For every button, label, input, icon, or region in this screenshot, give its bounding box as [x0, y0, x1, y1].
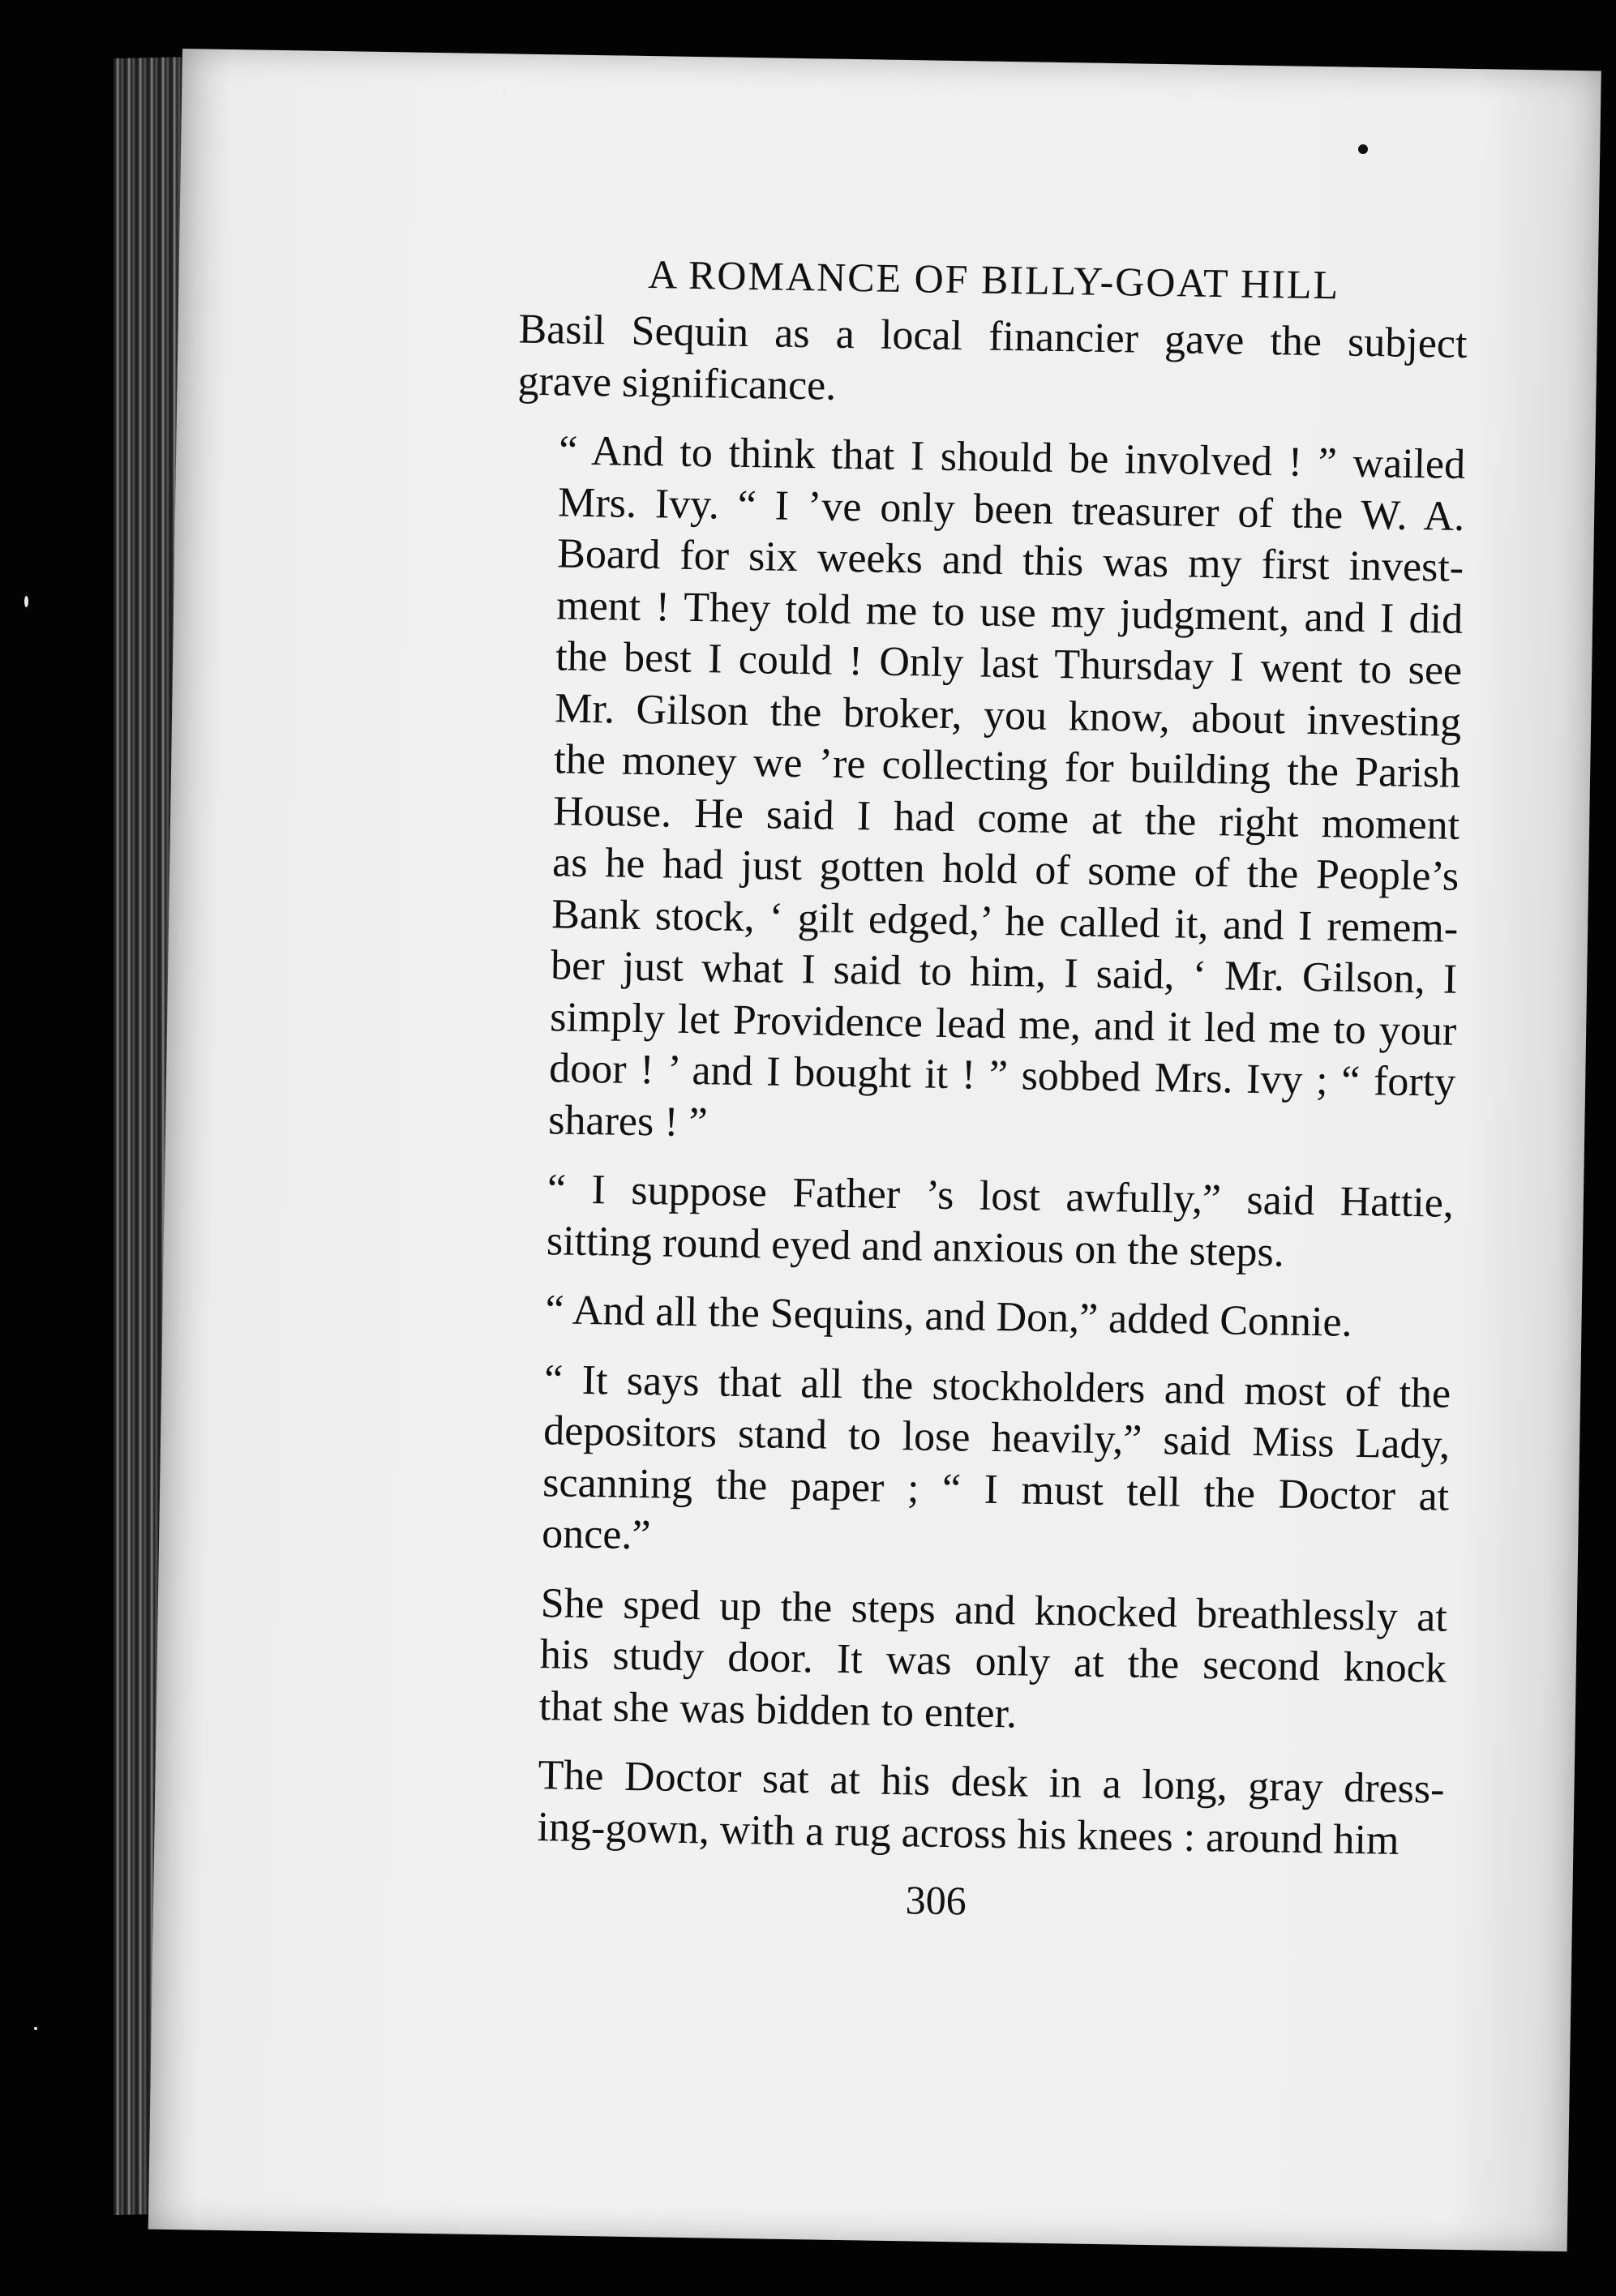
text-line: Board for six weeks and this was my first invest-	[556, 530, 1464, 591]
scan-speck	[503, 89, 506, 92]
text-line: the money we ’re collecting for building the Parish	[553, 736, 1461, 797]
text-line: grave significance.	[517, 358, 837, 409]
text-line: ing-gown, with a rug across his knees : around him	[537, 1803, 1400, 1864]
text-line: She sped up the steps and knocked breathlessly at	[540, 1579, 1448, 1641]
paragraph	[504, 1163, 1454, 1280]
text-line: “ And to think that I should be involved ! ” wailed	[558, 427, 1466, 488]
scan-speck	[1358, 144, 1368, 154]
text-line: The Doctor sat at his desk in a long, gray dress-	[538, 1752, 1445, 1813]
text-line: that she was bidden to enter.	[538, 1682, 1018, 1737]
running-head: A ROMANCE OF BILLY-GOAT HILL	[647, 251, 1340, 308]
text-line: “ I suppose Father ’s lost awfully,” said Hattie,	[547, 1166, 1455, 1227]
page-text-block	[494, 249, 1468, 1932]
page-number: 306	[905, 1877, 967, 1924]
text-line: the best I could ! Only last Thursday I went to see	[555, 633, 1463, 694]
book-page	[148, 49, 1601, 2251]
paragraph	[495, 1749, 1445, 1866]
text-line: as he had just gotten hold of some of the People’s	[551, 839, 1460, 900]
text-line: ment ! They told me to use my judgment, and I did	[555, 581, 1464, 643]
text-line: once.”	[541, 1510, 651, 1559]
text-line: Basil Sequin as a local financier gave the subject	[518, 306, 1468, 367]
text-line: ber just what I said to him, I said, ‘ Mr. Gilson, I	[550, 942, 1458, 1003]
text-line: his study door. It was only at the second knock	[539, 1631, 1447, 1692]
text-line: Mr. Gilson the broker, you know, about investing	[554, 684, 1462, 746]
text-line: “ It says that all the stockholders and most of the	[543, 1356, 1451, 1417]
body-text	[495, 304, 1468, 1867]
text-line: shares ! ”	[547, 1096, 709, 1146]
text-line: sitting round eyed and anxious on the steps.	[546, 1217, 1285, 1276]
text-line: House. He said I had come at the right moment	[552, 787, 1460, 849]
paragraph	[517, 304, 1468, 422]
paragraph	[503, 1283, 1452, 1350]
scan-speck	[24, 596, 28, 607]
text-line: depositors stand to lose heavily,” said Miss Lady,	[542, 1407, 1451, 1468]
paragraph	[496, 1577, 1447, 1746]
text-line: scanning the paper ; “ I must tell the Doctor at	[542, 1459, 1450, 1520]
scan-speck	[34, 2027, 37, 2030]
paragraph	[499, 1353, 1451, 1574]
text-line: simply let Providence lead me, and it led me to your	[549, 993, 1457, 1055]
text-line: Mrs. Ivy. “ I ’ve only been treasurer of the W. A.	[557, 478, 1465, 540]
text-line: “ And all the Sequins, and Don,” added Connie.	[545, 1287, 1352, 1346]
text-line: door ! ’ and I bought it ! ” sobbed Mrs. Ivy ; “ forty	[548, 1045, 1456, 1106]
paragraph	[506, 425, 1466, 1160]
text-line: Bank stock, ‘ gilt edged,’ he called it, and I remem-	[551, 890, 1459, 952]
